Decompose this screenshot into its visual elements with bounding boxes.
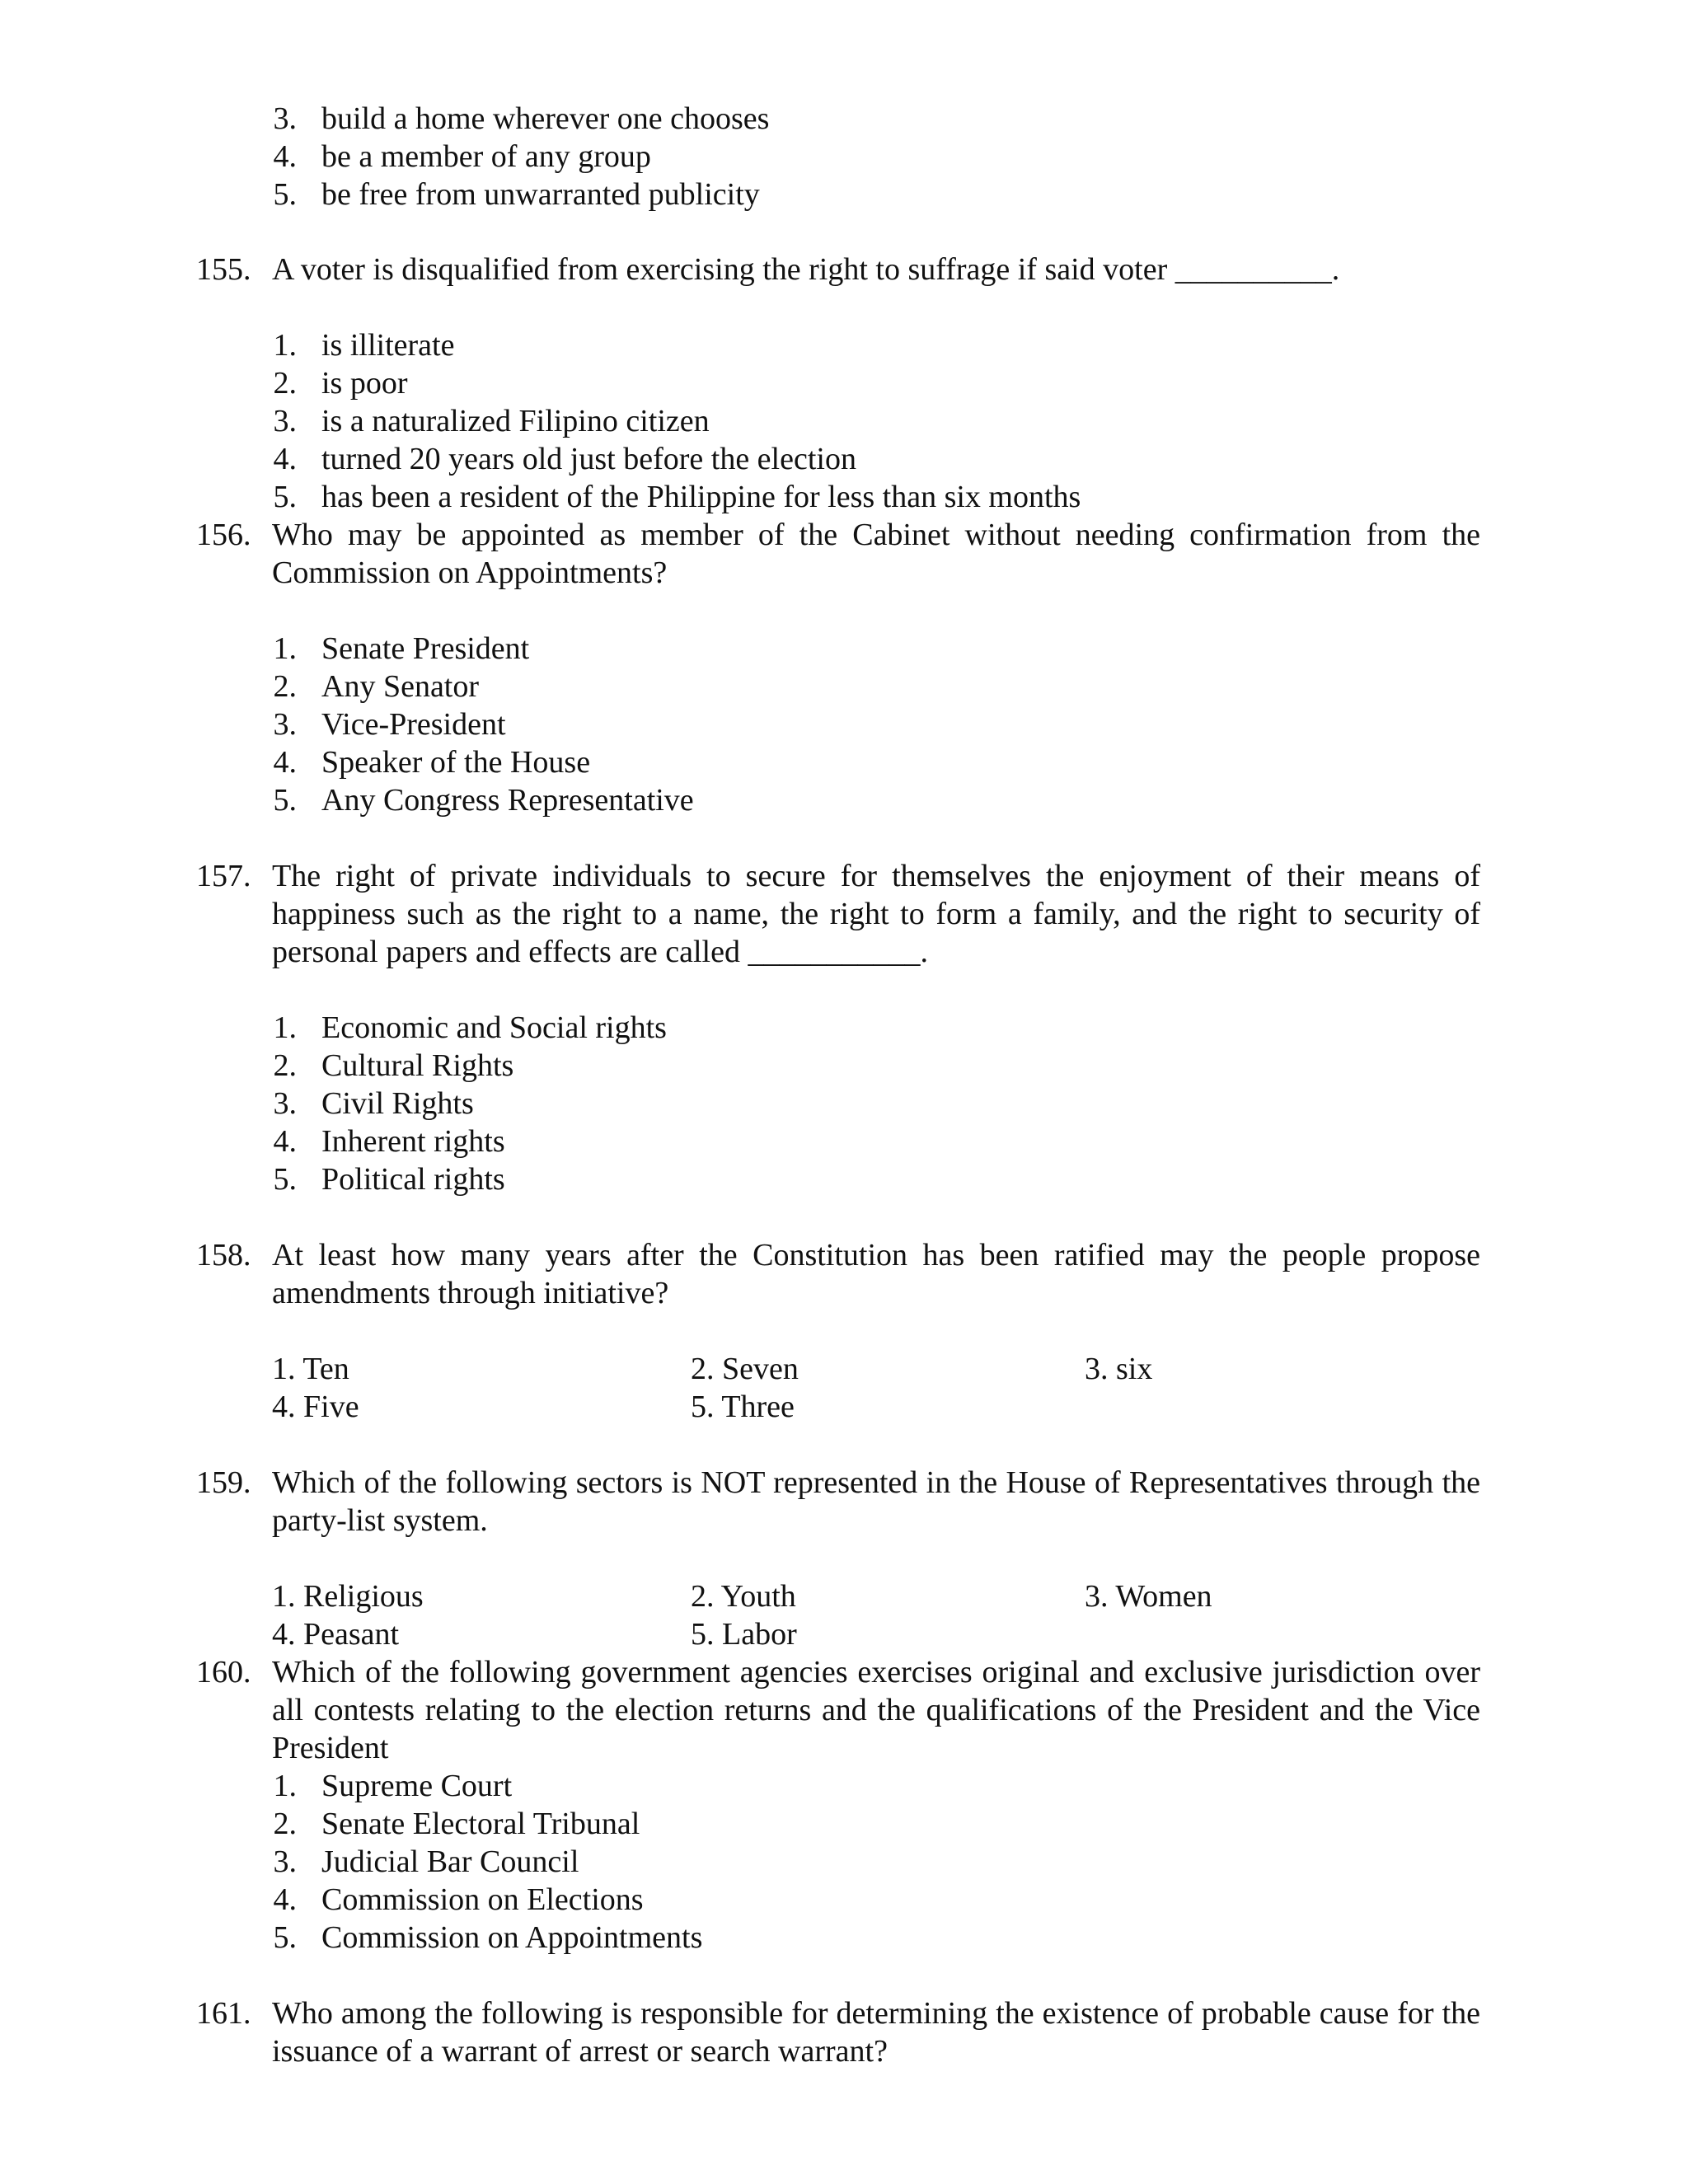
- question-number: 155.: [196, 252, 251, 287]
- option-number: 4.: [273, 1882, 297, 1917]
- option-number: 5.: [273, 783, 297, 818]
- option-text: Any Congress Representative: [321, 783, 694, 818]
- option-text: Commission on Appointments: [321, 1920, 703, 1955]
- option-text: Speaker of the House: [321, 745, 591, 780]
- option-text: turned 20 years old just before the election: [321, 442, 856, 476]
- option-text: Cultural Rights: [321, 1048, 514, 1083]
- option-number: 5.: [273, 480, 297, 514]
- option-number: 4.: [273, 139, 297, 174]
- option-text: Civil Rights: [321, 1086, 474, 1121]
- option-text: Senate Electoral Tribunal: [321, 1807, 640, 1841]
- question-text: The right of private individuals to secure for themselves the enjoyment of their means of happiness such as the right to a name, the right to form a family, and the right to security of personal papers and effects are called ___________.: [272, 859, 1480, 969]
- question-text: Who among the following is responsible for determining the existence of probable cause for the issuance of a warrant of arrest or search warrant?: [272, 1996, 1480, 2069]
- option-text: Political rights: [321, 1162, 505, 1197]
- question-text: Who may be appointed as member of the Cabinet without needing confirmation from the Commission on Appointments?: [272, 518, 1480, 590]
- question-number: 161.: [196, 1996, 251, 2031]
- option-cell: 3. Women: [1085, 1579, 1212, 1614]
- option-cell: 2. Seven: [691, 1352, 799, 1386]
- option-number: 5.: [273, 1162, 297, 1197]
- option-number: 5.: [273, 177, 297, 212]
- question-number: 157.: [196, 859, 251, 893]
- question-number: 158.: [196, 1238, 251, 1272]
- option-number: 3.: [273, 707, 297, 742]
- option-number: 1.: [273, 1769, 297, 1803]
- option-text: has been a resident of the Philippine for less than six months: [321, 480, 1081, 514]
- question-text: Which of the following sectors is NOT represented in the House of Representatives through the party-list system.: [272, 1465, 1480, 1538]
- option-text: Supreme Court: [321, 1769, 513, 1803]
- option-cell: 1. Religious: [272, 1579, 424, 1614]
- option-cell: 2. Youth: [691, 1579, 796, 1614]
- option-number: 1.: [273, 1010, 297, 1045]
- option-number: 2.: [273, 366, 297, 401]
- question-text: A voter is disqualified from exercising the right to suffrage if said voter __________.: [272, 252, 1340, 287]
- option-text: Vice-President: [321, 707, 506, 742]
- question-number: 156.: [196, 518, 251, 552]
- question-number: 160.: [196, 1655, 251, 1690]
- option-cell: 3. six: [1085, 1352, 1153, 1386]
- option-cell: 4. Five: [272, 1390, 359, 1424]
- option-number: 2.: [273, 1048, 297, 1083]
- option-number: 3.: [273, 101, 297, 136]
- option-text: Any Senator: [321, 669, 480, 704]
- option-text: Inherent rights: [321, 1124, 505, 1159]
- option-number: 3.: [273, 1844, 297, 1879]
- option-number: 3.: [273, 404, 297, 438]
- option-number: 4.: [273, 442, 297, 476]
- option-cell: 5. Labor: [691, 1617, 797, 1652]
- option-number: 3.: [273, 1086, 297, 1121]
- option-text: build a home wherever one chooses: [321, 101, 770, 136]
- option-text: Economic and Social rights: [321, 1010, 667, 1045]
- option-cell: 4. Peasant: [272, 1617, 400, 1652]
- question-text: At least how many years after the Constitution has been ratified may the people propose amendments through initiative?: [272, 1238, 1480, 1310]
- option-text: be a member of any group: [321, 139, 651, 174]
- option-number: 5.: [273, 1920, 297, 1955]
- option-number: 4.: [273, 1124, 297, 1159]
- option-number: 1.: [273, 328, 297, 363]
- option-text: is a naturalized Filipino citizen: [321, 404, 710, 438]
- option-cell: 5. Three: [691, 1390, 795, 1424]
- option-number: 2.: [273, 1807, 297, 1841]
- option-text: Commission on Elections: [321, 1882, 644, 1917]
- option-text: Senate President: [321, 631, 530, 666]
- option-text: is poor: [321, 366, 408, 401]
- option-number: 2.: [273, 669, 297, 704]
- question-number: 159.: [196, 1465, 251, 1500]
- option-number: 4.: [273, 745, 297, 780]
- option-text: is illiterate: [321, 328, 455, 363]
- option-cell: 1. Ten: [272, 1352, 349, 1386]
- option-text: be free from unwarranted publicity: [321, 177, 760, 212]
- option-text: Judicial Bar Council: [321, 1844, 579, 1879]
- option-number: 1.: [273, 631, 297, 666]
- question-text: Which of the following government agencies exercises original and exclusive jurisdiction over all contests relating to the election returns and the qualifications of the President and the Vice President: [272, 1655, 1480, 1765]
